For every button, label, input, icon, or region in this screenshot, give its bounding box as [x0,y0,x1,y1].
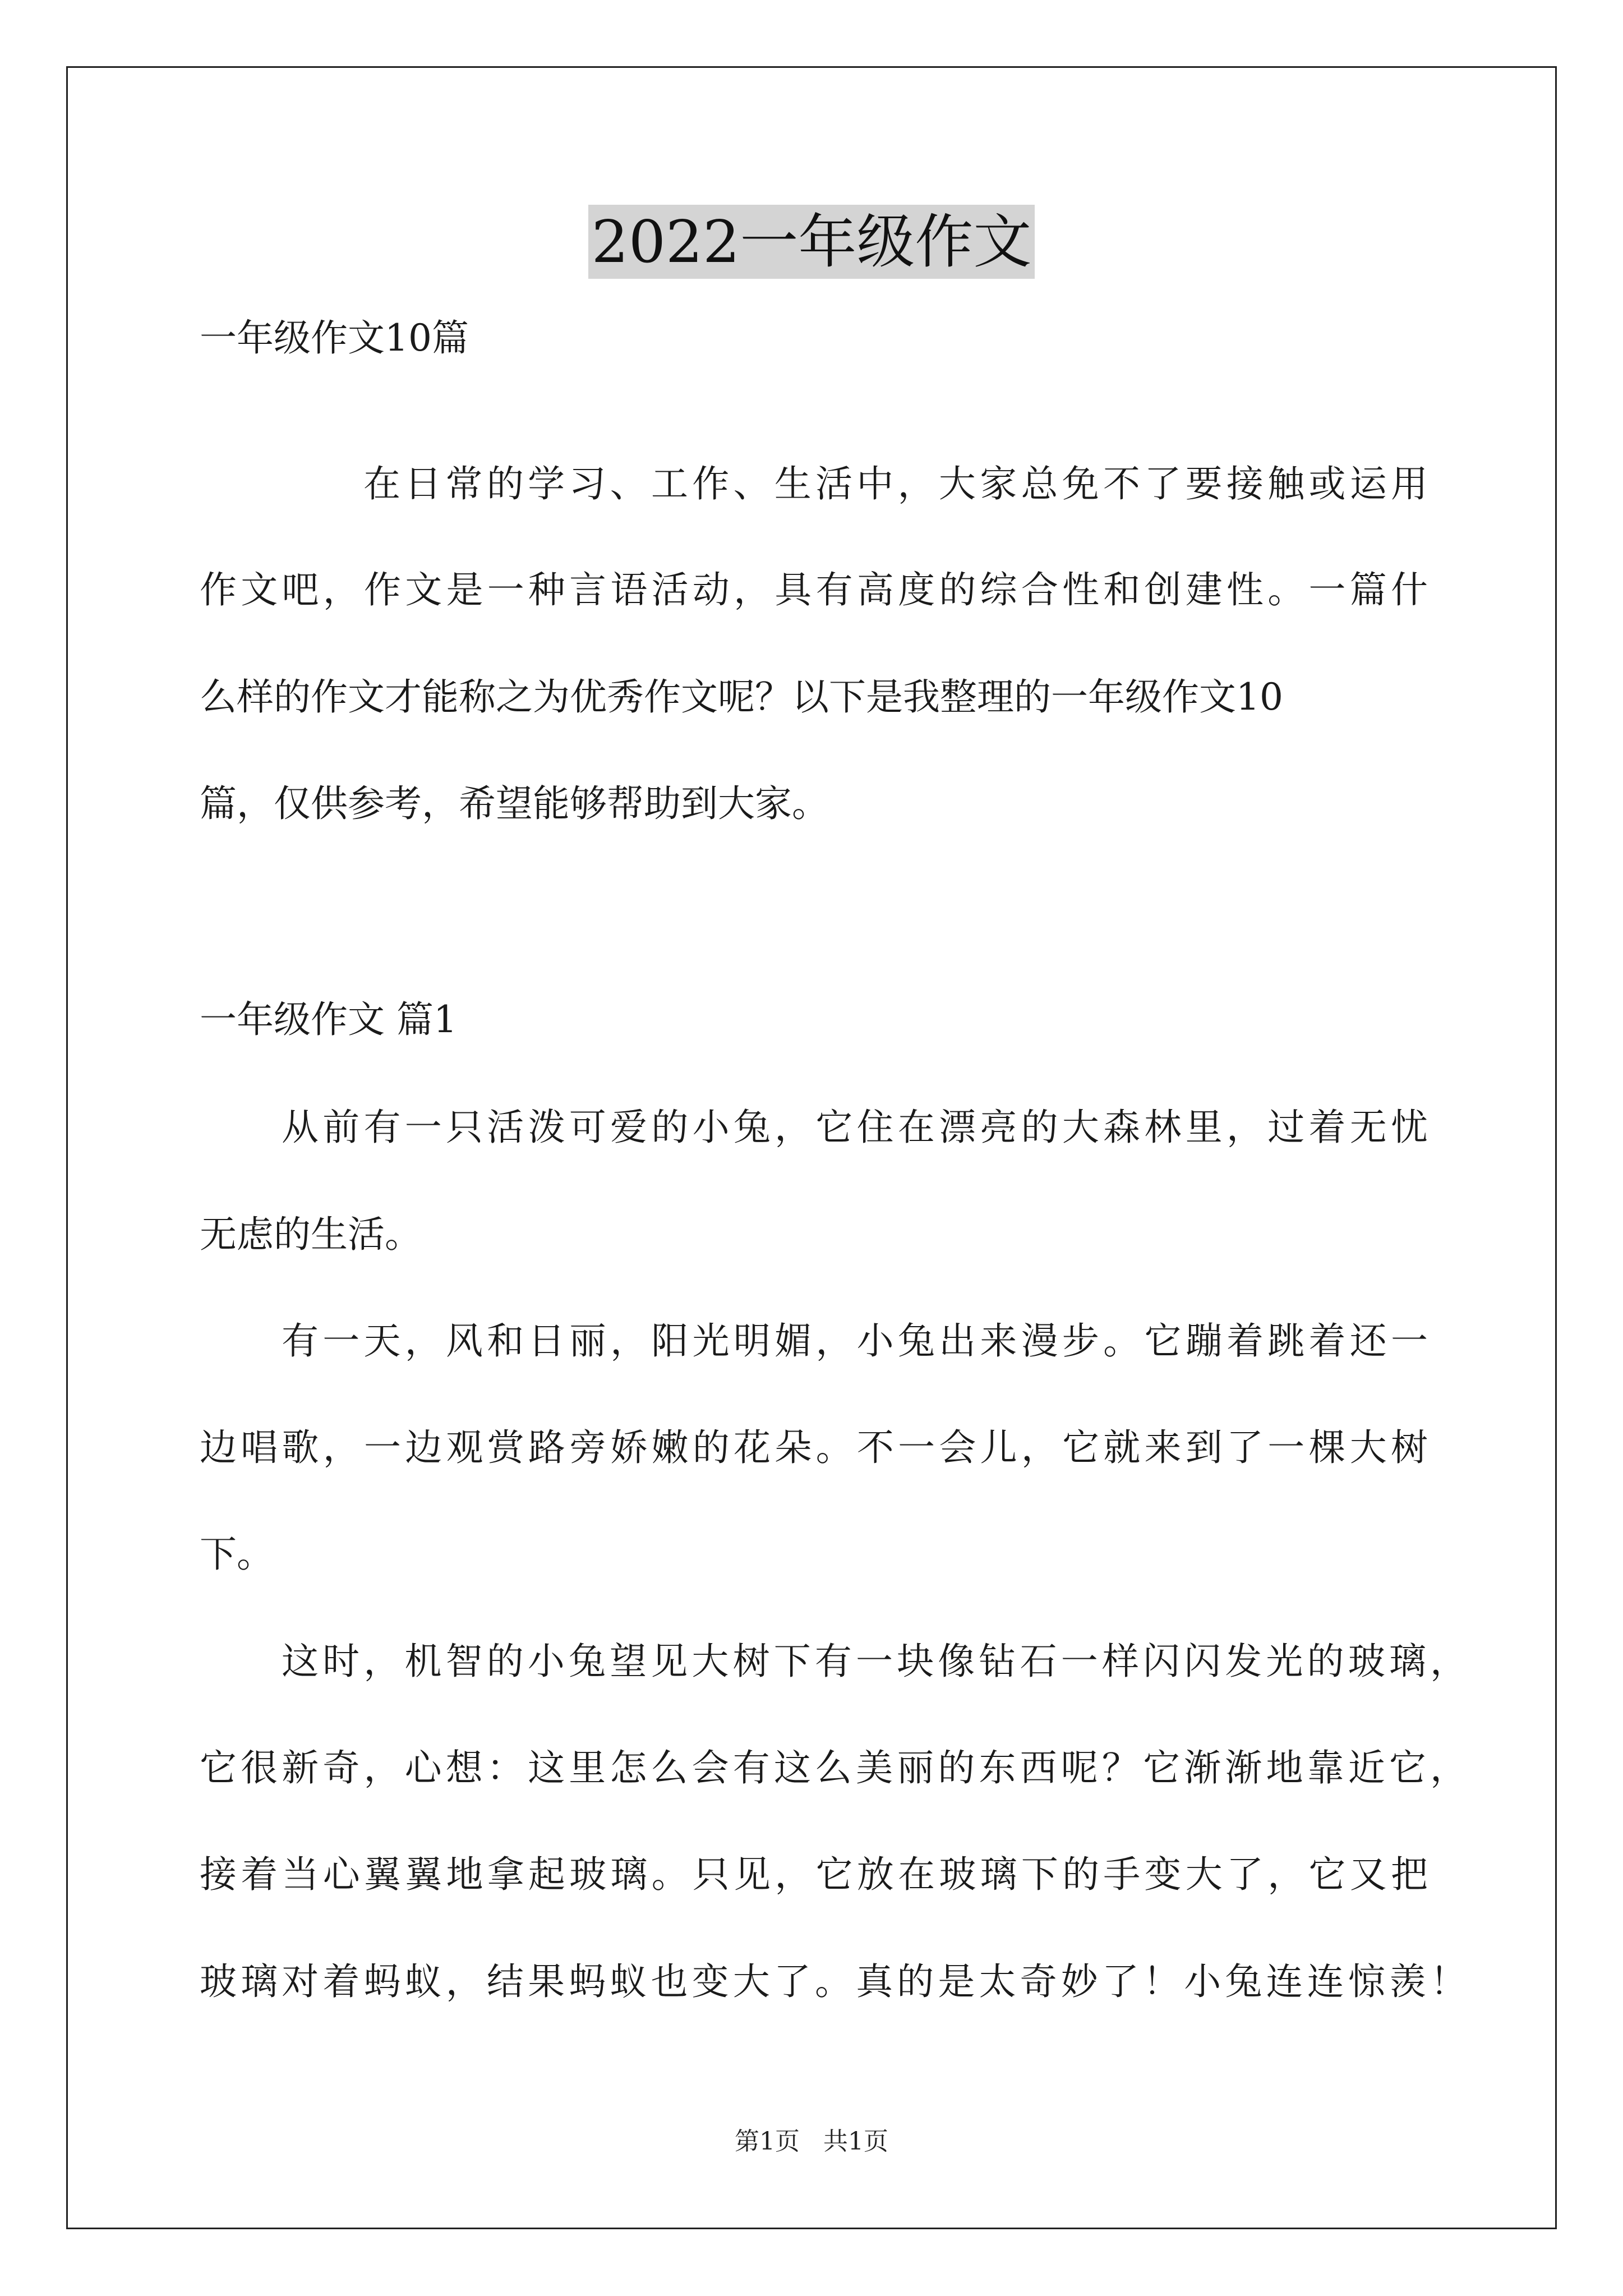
para2-line-3: 下。 [200,1533,274,1576]
document-subtitle: 一年级作文10篇 [200,316,469,360]
section-heading: 一年级作文 篇1 [200,998,457,1041]
intro-line-3: 么样的作文才能称之为优秀作文呢？以下是我整理的一年级作文10 [200,675,1283,719]
para3-line-2: 它很新奇，心想：这里怎么会有这么美丽的东西呢？它渐渐地靠近它， [200,1746,1467,1789]
para2-line-1: 有一天，风和日丽，阳光明媚，小兔出来漫步。它蹦着跳着还一 [282,1319,1428,1363]
intro-line-1: 在日常的学习、工作、生活中，大家总免不了要接触或运用 [363,462,1428,505]
para2-line-2: 边唱歌，一边观赏路旁娇嫩的花朵。不一会儿，它就来到了一棵大树 [200,1426,1428,1469]
page-footer [0,2125,1623,2159]
para3-line-4: 玻璃对着蚂蚁，结果蚂蚁也变大了。真的是太奇妙了！小兔连连惊羡！ [200,1960,1467,2003]
footer-total-pages: 共1页 [823,2127,888,2156]
footer-page-number: 第1页 [735,2127,800,2156]
intro-line-2: 作文吧，作文是一种言语活动，具有高度的综合性和创建性。一篇什 [200,568,1428,611]
para3-line-1: 这时，机智的小兔望见大树下有一块像钻石一样闪闪发光的玻璃， [282,1640,1467,1683]
para1-line-2: 无虑的生活。 [200,1213,422,1256]
title-wrapper [0,205,1623,279]
para3-line-3: 接着当心翼翼地拿起玻璃。只见，它放在玻璃下的手变大了，它又把 [200,1853,1428,1896]
document-title: 2022一年级作文 [588,205,1035,279]
para1-line-1: 从前有一只活泼可爱的小兔，它住在漂亮的大森林里，过着无忧 [282,1106,1428,1149]
intro-line-4: 篇，仅供参考，希望能够帮助到大家。 [200,782,829,825]
